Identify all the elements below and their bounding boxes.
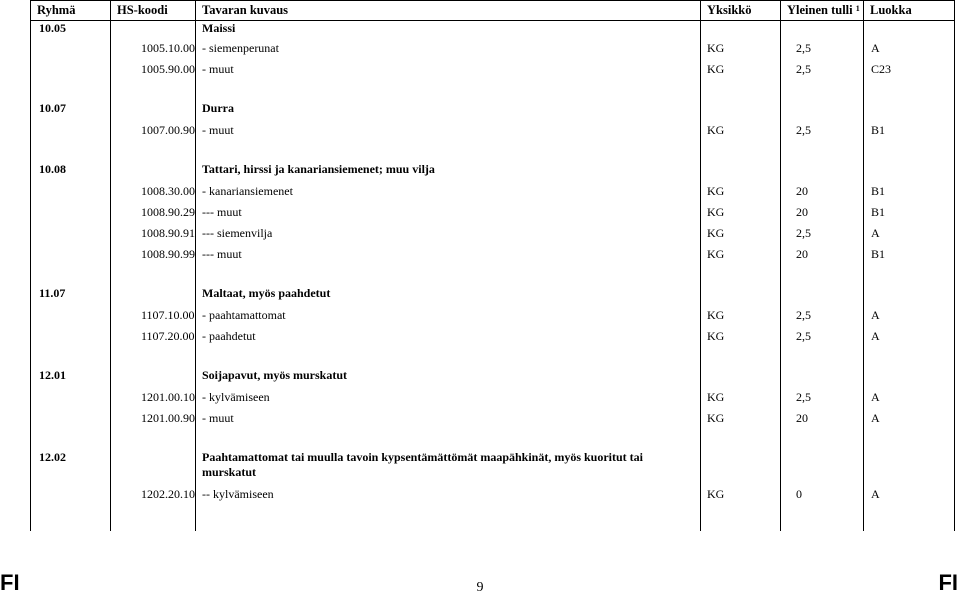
tariff-class: C23 bbox=[864, 59, 955, 80]
group-cell bbox=[31, 202, 111, 223]
group-code: 12.02 bbox=[31, 447, 111, 484]
item-description: --- muut bbox=[196, 202, 701, 223]
tariff-class: A bbox=[864, 387, 955, 408]
tariff-class: B1 bbox=[864, 244, 955, 265]
item-description: -- kylvämiseen bbox=[196, 484, 701, 505]
spacer-cell bbox=[31, 141, 111, 159]
class-cell bbox=[864, 365, 955, 387]
tariff-class: A bbox=[864, 38, 955, 59]
group-cell bbox=[31, 244, 111, 265]
general-tariff-rate: 2,5 bbox=[781, 305, 864, 326]
unit-cell bbox=[701, 283, 781, 305]
unit: KG bbox=[701, 387, 781, 408]
spacer-cell bbox=[781, 429, 864, 447]
spacer-cell bbox=[31, 429, 111, 447]
tariff-class: A bbox=[864, 484, 955, 505]
item-description: - muut bbox=[196, 59, 701, 80]
section-heading-row bbox=[31, 447, 955, 484]
section-title: Paahtamattomat tai muulla tavoin kypsentämättömät maapähkinät, myös kuoritut tai murskatut bbox=[196, 447, 701, 484]
spacer-cell bbox=[196, 265, 701, 283]
item-description: - siemenperunat bbox=[196, 38, 701, 59]
spacer-cell bbox=[781, 265, 864, 283]
hs-code: 1202.20.10 bbox=[111, 484, 196, 505]
spacer-cell bbox=[781, 80, 864, 98]
table-row bbox=[31, 223, 955, 244]
spacer-cell bbox=[31, 265, 111, 283]
spacer-row bbox=[31, 265, 955, 283]
spacer-cell bbox=[781, 347, 864, 365]
class-cell bbox=[864, 98, 955, 120]
rate-cell bbox=[781, 159, 864, 181]
general-tariff-rate: 20 bbox=[781, 202, 864, 223]
hs-code-cell bbox=[111, 98, 196, 120]
unit: KG bbox=[701, 305, 781, 326]
hs-code: 1107.20.00 bbox=[111, 326, 196, 347]
class-cell bbox=[864, 283, 955, 305]
section-title: Maissi bbox=[196, 21, 701, 39]
section-title: Maltaat, myös paahdetut bbox=[196, 283, 701, 305]
unit: KG bbox=[701, 120, 781, 141]
tariff-class: B1 bbox=[864, 181, 955, 202]
header-class: Luokka bbox=[864, 1, 955, 21]
group-cell bbox=[31, 59, 111, 80]
table-row bbox=[31, 59, 955, 80]
group-cell bbox=[31, 305, 111, 326]
rate-cell bbox=[781, 365, 864, 387]
header-general-tariff bbox=[781, 1, 864, 21]
hs-code-cell bbox=[111, 283, 196, 305]
group-cell bbox=[31, 181, 111, 202]
spacer-cell bbox=[701, 141, 781, 159]
group-cell bbox=[31, 223, 111, 244]
class-cell bbox=[864, 159, 955, 181]
class-cell bbox=[864, 21, 955, 39]
group-code: 12.01 bbox=[31, 365, 111, 387]
spacer-cell bbox=[781, 141, 864, 159]
general-tariff-rate: 2,5 bbox=[781, 120, 864, 141]
table-row bbox=[31, 202, 955, 223]
general-tariff-rate: 2,5 bbox=[781, 326, 864, 347]
spacer-cell bbox=[864, 80, 955, 98]
hs-code: 1107.10.00 bbox=[111, 305, 196, 326]
header-general-tariff-label: Yleinen tulli bbox=[787, 3, 853, 17]
group-code: 10.08 bbox=[31, 159, 111, 181]
spacer-cell bbox=[111, 347, 196, 365]
spacer-cell bbox=[864, 347, 955, 365]
rate-cell bbox=[781, 98, 864, 120]
tariff-class: A bbox=[864, 305, 955, 326]
spacer-cell bbox=[864, 141, 955, 159]
general-tariff-rate: 2,5 bbox=[781, 387, 864, 408]
header-unit: Yksikkö bbox=[701, 1, 781, 21]
table-row bbox=[31, 326, 955, 347]
header-group: Ryhmä bbox=[31, 1, 111, 21]
section-title: Tattari, hirssi ja kanariansiemenet; muu vilja bbox=[196, 159, 701, 181]
unit-cell bbox=[701, 98, 781, 120]
hs-code: 1008.30.00 bbox=[111, 181, 196, 202]
table-row bbox=[31, 120, 955, 141]
item-description: --- siemenvilja bbox=[196, 223, 701, 244]
spacer-cell bbox=[31, 80, 111, 98]
section-heading-row bbox=[31, 283, 955, 305]
item-description: - muut bbox=[196, 408, 701, 429]
item-description: - muut bbox=[196, 120, 701, 141]
unit: KG bbox=[701, 326, 781, 347]
header-hs-code: HS-koodi bbox=[111, 1, 196, 21]
spacer-row bbox=[31, 505, 955, 531]
group-cell bbox=[31, 387, 111, 408]
hs-code: 1007.00.90 bbox=[111, 120, 196, 141]
general-tariff-rate: 2,5 bbox=[781, 59, 864, 80]
spacer-cell bbox=[196, 347, 701, 365]
table-row bbox=[31, 387, 955, 408]
unit: KG bbox=[701, 181, 781, 202]
group-code: 10.07 bbox=[31, 98, 111, 120]
unit: KG bbox=[701, 244, 781, 265]
unit-cell bbox=[701, 159, 781, 181]
header-description: Tavaran kuvaus bbox=[196, 1, 701, 21]
item-description: - paahtamattomat bbox=[196, 305, 701, 326]
hs-code: 1008.90.99 bbox=[111, 244, 196, 265]
spacer-cell bbox=[864, 429, 955, 447]
spacer-cell bbox=[701, 505, 781, 531]
tariff-table bbox=[30, 0, 955, 531]
unit-cell bbox=[701, 447, 781, 484]
unit: KG bbox=[701, 202, 781, 223]
table-header bbox=[31, 1, 955, 21]
spacer-cell bbox=[111, 265, 196, 283]
table-row bbox=[31, 305, 955, 326]
group-cell bbox=[31, 326, 111, 347]
hs-code: 1008.90.91 bbox=[111, 223, 196, 244]
spacer-cell bbox=[864, 505, 955, 531]
spacer-cell bbox=[701, 80, 781, 98]
table-row bbox=[31, 181, 955, 202]
unit-cell bbox=[701, 365, 781, 387]
spacer-row bbox=[31, 141, 955, 159]
spacer-row bbox=[31, 429, 955, 447]
unit: KG bbox=[701, 408, 781, 429]
spacer-cell bbox=[31, 347, 111, 365]
hs-code-cell bbox=[111, 365, 196, 387]
unit: KG bbox=[701, 223, 781, 244]
hs-code: 1005.90.00 bbox=[111, 59, 196, 80]
hs-code-cell bbox=[111, 21, 196, 39]
spacer-cell bbox=[111, 429, 196, 447]
rate-cell bbox=[781, 21, 864, 39]
group-cell bbox=[31, 120, 111, 141]
tariff-class: A bbox=[864, 326, 955, 347]
spacer-cell bbox=[111, 80, 196, 98]
spacer-cell bbox=[196, 505, 701, 531]
table-row bbox=[31, 408, 955, 429]
general-tariff-rate: 20 bbox=[781, 408, 864, 429]
spacer-cell bbox=[111, 141, 196, 159]
general-tariff-rate: 2,5 bbox=[781, 38, 864, 59]
spacer-cell bbox=[196, 429, 701, 447]
footnote-marker: 1 bbox=[855, 4, 860, 13]
table-row bbox=[31, 484, 955, 505]
hs-code: 1201.00.10 bbox=[111, 387, 196, 408]
rate-cell bbox=[781, 447, 864, 484]
header-row bbox=[31, 1, 955, 21]
hs-code: 1005.10.00 bbox=[111, 38, 196, 59]
general-tariff-rate: 0 bbox=[781, 484, 864, 505]
spacer-cell bbox=[196, 141, 701, 159]
spacer-cell bbox=[701, 347, 781, 365]
section-heading-row bbox=[31, 159, 955, 181]
unit-cell bbox=[701, 21, 781, 39]
spacer-cell bbox=[196, 80, 701, 98]
footer-right-mark: FI bbox=[938, 570, 958, 595]
unit: KG bbox=[701, 38, 781, 59]
item-description: - kanariansiemenet bbox=[196, 181, 701, 202]
spacer-cell bbox=[111, 505, 196, 531]
hs-code-cell bbox=[111, 447, 196, 484]
tariff-class: B1 bbox=[864, 120, 955, 141]
table-body bbox=[31, 21, 955, 532]
page-number: 9 bbox=[476, 580, 484, 595]
item-description: - kylvämiseen bbox=[196, 387, 701, 408]
table-row bbox=[31, 244, 955, 265]
spacer-row bbox=[31, 347, 955, 365]
spacer-cell bbox=[701, 429, 781, 447]
group-cell bbox=[31, 38, 111, 59]
tariff-class: A bbox=[864, 223, 955, 244]
general-tariff-rate: 20 bbox=[781, 181, 864, 202]
group-code: 11.07 bbox=[31, 283, 111, 305]
section-title: Soijapavut, myös murskatut bbox=[196, 365, 701, 387]
group-cell bbox=[31, 408, 111, 429]
spacer-row bbox=[31, 80, 955, 98]
class-cell bbox=[864, 447, 955, 484]
general-tariff-rate: 2,5 bbox=[781, 223, 864, 244]
group-code: 10.05 bbox=[31, 21, 111, 39]
section-heading-row bbox=[31, 365, 955, 387]
section-heading-row bbox=[31, 21, 955, 39]
unit: KG bbox=[701, 484, 781, 505]
unit: KG bbox=[701, 59, 781, 80]
spacer-cell bbox=[701, 265, 781, 283]
section-title: Durra bbox=[196, 98, 701, 120]
item-description: - paahdetut bbox=[196, 326, 701, 347]
hs-code: 1008.90.29 bbox=[111, 202, 196, 223]
item-description: --- muut bbox=[196, 244, 701, 265]
hs-code: 1201.00.90 bbox=[111, 408, 196, 429]
footer-left-mark: FI bbox=[0, 570, 20, 595]
general-tariff-rate: 20 bbox=[781, 244, 864, 265]
hs-code-cell bbox=[111, 159, 196, 181]
tariff-class: A bbox=[864, 408, 955, 429]
section-heading-row bbox=[31, 98, 955, 120]
group-cell bbox=[31, 484, 111, 505]
spacer-cell bbox=[781, 505, 864, 531]
rate-cell bbox=[781, 283, 864, 305]
spacer-cell bbox=[864, 265, 955, 283]
table-row bbox=[31, 38, 955, 59]
spacer-cell bbox=[31, 505, 111, 531]
tariff-class: B1 bbox=[864, 202, 955, 223]
